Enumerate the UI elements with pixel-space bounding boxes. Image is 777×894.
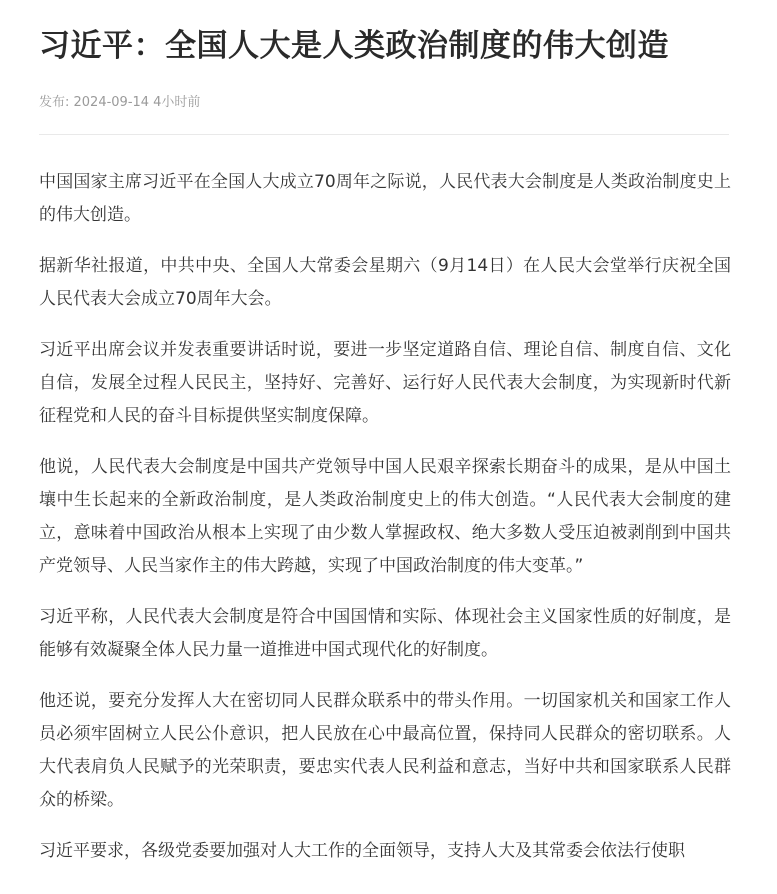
paragraph-2: 据新华社报道，中共中央、全国人大常委会星期六（9月14日）在人民大会堂举行庆祝全国人民代表大会成立70周年大会。 [39, 256, 731, 309]
paragraph-5: 习近平称，人民代表大会制度是符合中国国情和实际、体现社会主义国家性质的好制度，是能够有效凝聚全体人民力量一道推进中国式现代化的好制度。 [39, 607, 731, 660]
paragraph-7: 习近平要求，各级党委要加强对人大工作的全面领导，支持人大及其常委会依法行使职 [39, 841, 685, 861]
paragraph-4: 他说，人民代表大会制度是中国共产党领导中国人民艰辛探索长期奋斗的成果，是从中国土壤中生长起来的全新政治制度，是人类政治制度史上的伟大创造。“人民代表大会制度的建立，意味着中国政治从根本上实现了由少数人掌握政权、绝大多数人受压迫被剥削到中国共产党领导、人民当家作主的伟大跨越，实现了中国政治制度的伟大变革。” [39, 457, 731, 576]
paragraph-6: 他还说，要充分发挥人大在密切同人民群众联系中的带头作用。一切国家机关和国家工作人员必须牢固树立人民公仆意识，把人民放在心中最高位置，保持同人民群众的密切联系。人大代表肩负人民赋予的光荣职责，要忠实代表人民利益和意志，当好中共和国家联系人民群众的桥梁。 [39, 691, 731, 810]
article-title: 习近平：全国人大是人类政治制度的伟大创造 [39, 28, 669, 64]
publish-date: 发布: 2024-09-14 [39, 95, 150, 110]
relative-time: 4小时前 [153, 95, 201, 110]
paragraph-1: 中国国家主席习近平在全国人大成立70周年之际说，人民代表大会制度是人类政治制度史上的伟大创造。 [39, 172, 731, 225]
divider [39, 134, 729, 135]
article-body [39, 166, 731, 868]
article [39, 0, 731, 886]
article-meta [39, 94, 731, 112]
paragraph-3: 习近平出席会议并发表重要讲话时说，要进一步坚定道路自信、理论自信、制度自信、文化自信，发展全过程人民民主，坚持好、完善好、运行好人民代表大会制度，为实现新时代新征程党和人民的奋斗目标提供坚实制度保障。 [39, 340, 731, 426]
